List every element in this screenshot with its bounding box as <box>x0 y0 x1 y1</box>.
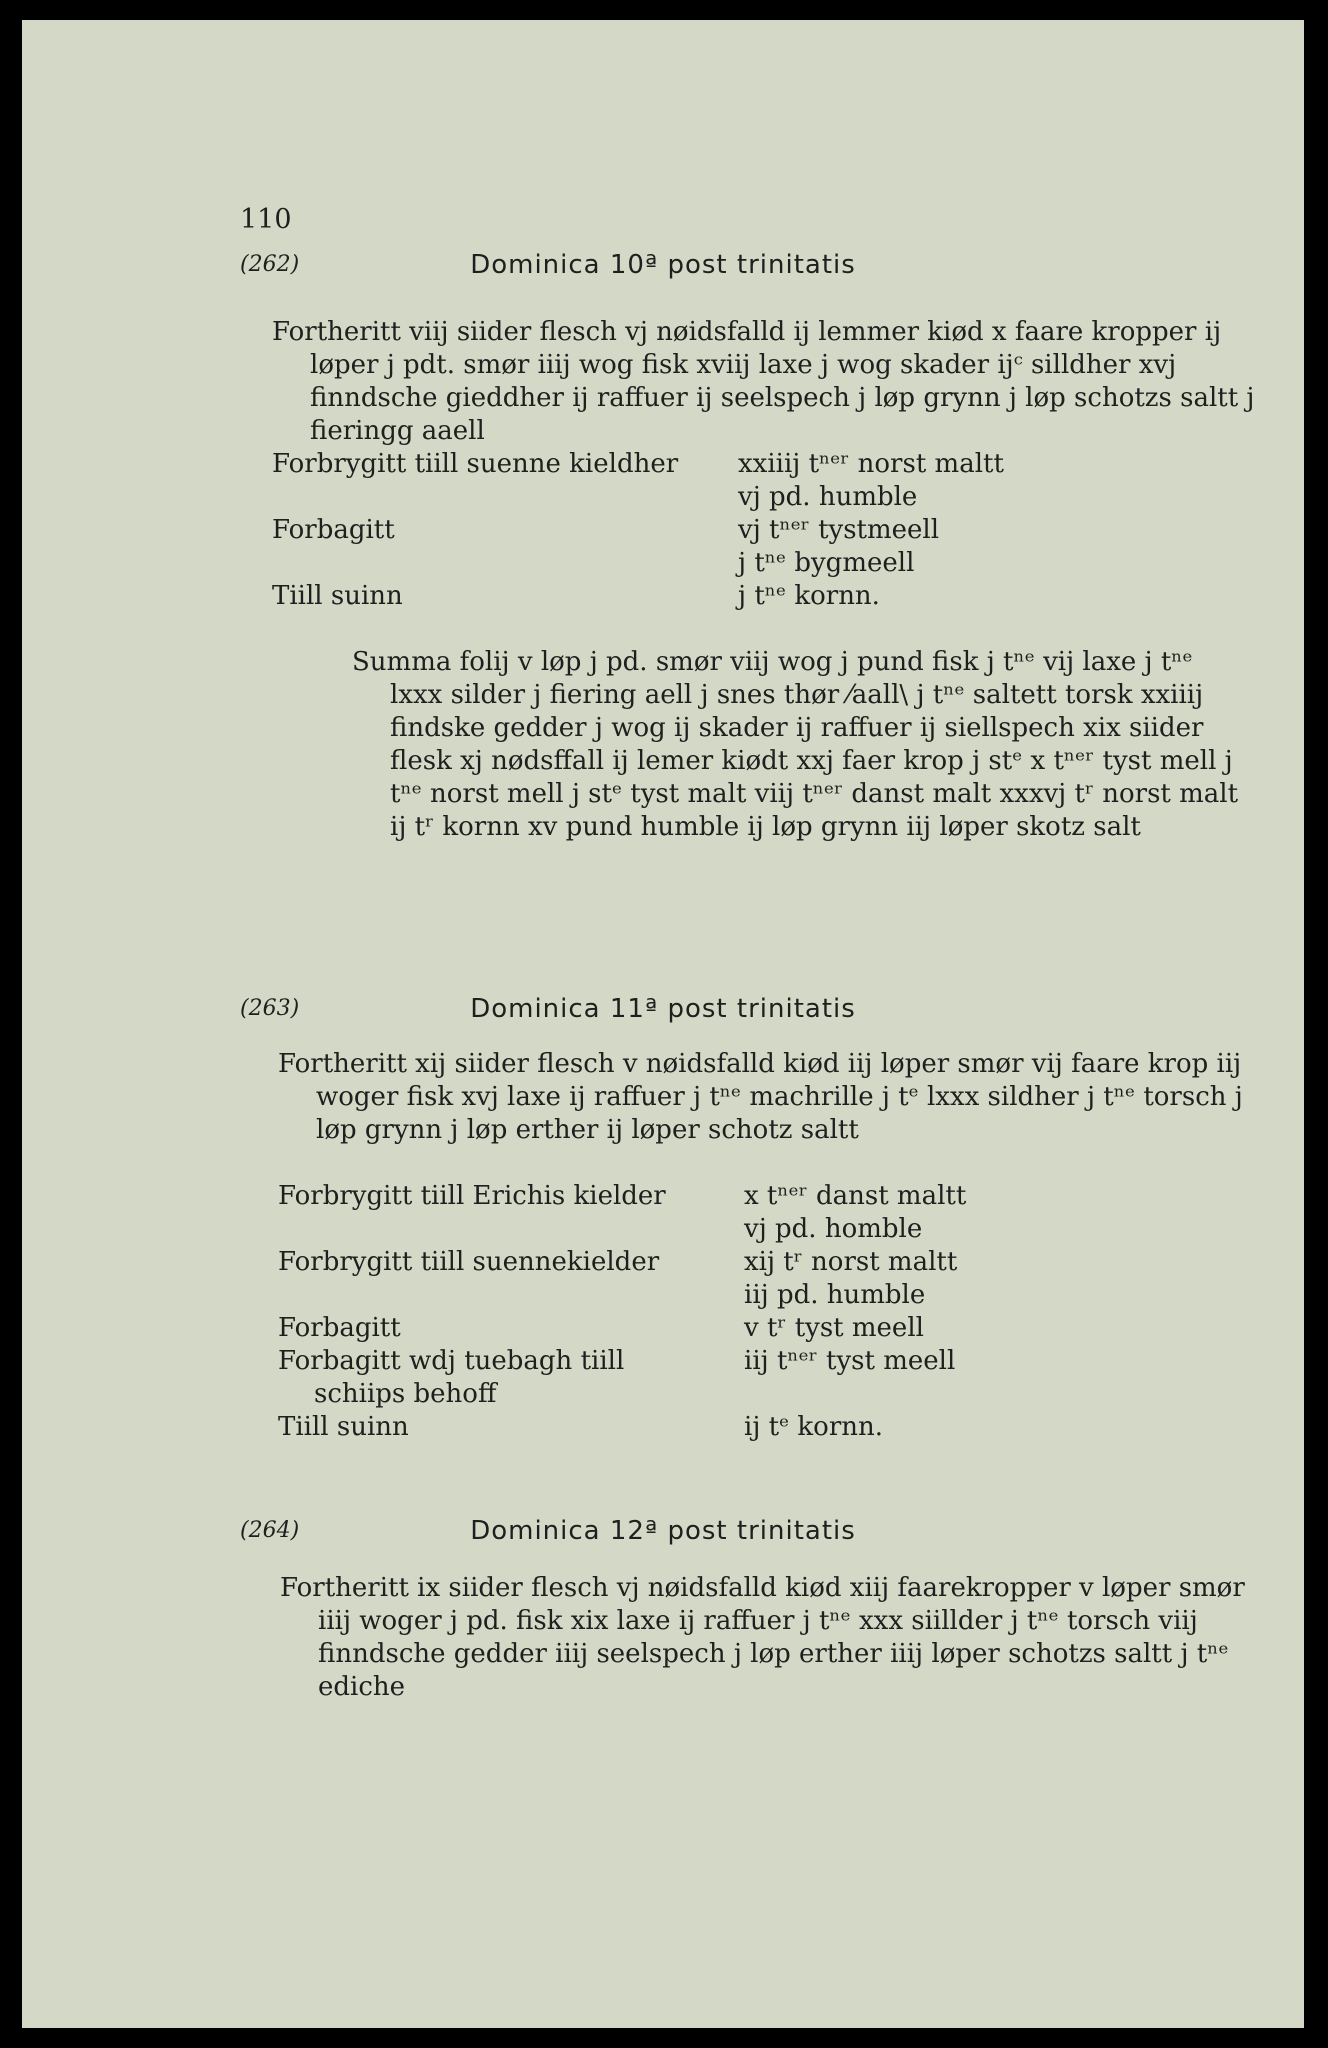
row-label: Tiill suinn <box>272 581 403 611</box>
entry-title: Dominica 11ª post trinitatis <box>470 994 856 1024</box>
row-value: iij tⁿᵉʳ tyst meell <box>744 1346 956 1376</box>
row-label: Forbrygitt tiill Erichis kielder <box>278 1181 666 1211</box>
row-label: Tiill suinn <box>278 1412 409 1442</box>
row-value: v tʳ tyst meell <box>744 1313 924 1343</box>
summa-paragraph: Summa folij v løp j pd. smør viij wog j pund fisk j tⁿᵉ vij laxe j tⁿᵉ lxxx silder j fiering aell j snes thør ⁄aall\ j tⁿᵉ saltett torsk xxiiij findske gedder j wog ij skader ij raffuer ij siellspech xix siider flesk xj nødsffall ij lemer kiødt xxj faer krop j stᵉ x tⁿᵉʳ tyst mell j tⁿᵉ norst mell j stᵉ tyst malt viij tⁿᵉʳ danst malt xxxvj tʳ norst malt ij tʳ kornn xv pund humble ij løp grynn iij løper skotz salt <box>352 647 1239 842</box>
row-value: vj tⁿᵉʳ tystmeell <box>738 515 940 545</box>
document-page <box>22 20 1304 2028</box>
row-value: x tⁿᵉʳ danst maltt <box>744 1181 967 1211</box>
row-value: ij tᵉ kornn. <box>744 1412 884 1442</box>
row-value: iij pd. humble <box>744 1280 926 1310</box>
row-label: Forbagitt <box>272 515 395 545</box>
row-value: vj pd. humble <box>738 482 918 512</box>
row-label: Forbagitt <box>278 1313 401 1343</box>
entry-paragraph: Fortheritt viij siider flesch vj nøidsfalld ij lemmer kiød x faare kropper ij løper j pdt. smør iiij wog fisk xviij laxe j wog skader ijᶜ silldher xvj finndsche gieddher ij raffuer ij seelspech j løp grynn j løp schotzs saltt j fieringg aaell <box>272 317 1255 446</box>
row-value: vj pd. homble <box>744 1214 923 1244</box>
row-value: j tⁿᵉ kornn. <box>738 581 880 611</box>
row-label: Forbagitt wdj tuebagh tiill <box>278 1346 625 1376</box>
row-value: xxiiij tⁿᵉʳ norst maltt <box>738 449 1004 479</box>
row-value: j tⁿᵉ bygmeell <box>738 548 915 578</box>
entry-title: Dominica 10ª post trinitatis <box>470 250 856 280</box>
row-label: schiips behoff <box>314 1379 497 1409</box>
entry-number: (263) <box>240 996 300 1021</box>
entry-title: Dominica 12ª post trinitatis <box>470 1516 856 1546</box>
row-label: Forbrygitt tiill suennekielder <box>278 1247 660 1277</box>
row-value: xij tʳ norst maltt <box>744 1247 958 1277</box>
page-number: 110 <box>240 204 292 235</box>
entry-paragraph: Fortheritt xij siider flesch v nøidsfalld kiød iij løper smør vij faare krop iij woger fisk xvj laxe ij raffuer j tⁿᵉ machrille j tᵉ lxxx sildher j tⁿᵉ torsch j løp grynn j løp erther ij løper schotz saltt <box>278 1049 1243 1145</box>
entry-number: (262) <box>240 252 300 277</box>
entry-number: (264) <box>240 1518 300 1543</box>
row-label: Forbrygitt tiill suenne kieldher <box>272 449 679 479</box>
entry-paragraph: Fortheritt ix siider flesch vj nøidsfalld kiød xiij faarekropper v løper smør iiij woger j pd. fisk xix laxe ij raffuer j tⁿᵉ xxx siillder j tⁿᵉ torsch viij finndsche gedder iiij seelspech j løp erther iiij løper schotzs saltt j tⁿᵉ ediche <box>280 1573 1245 1702</box>
